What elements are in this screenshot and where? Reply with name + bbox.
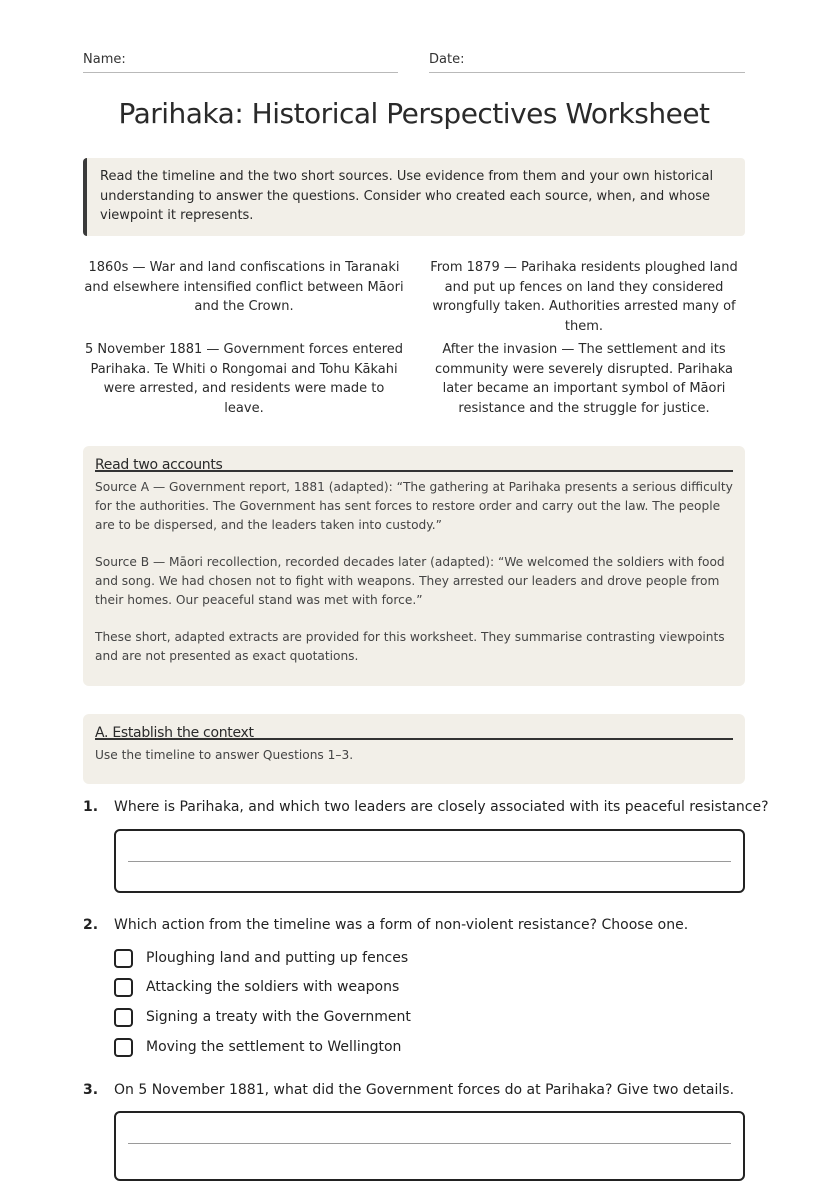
option-label: Attacking the soldiers with weapons: [146, 979, 400, 995]
date-field[interactable]: [429, 52, 745, 73]
option-label: Moving the settlement to Wellington: [146, 1039, 402, 1055]
source-a: Source A — Government report, 1881 (adapted): “The gathering at Parihaka presents a serious difficulty for the authorities. The Government has sent forces to restore order and carry out the law. The people are to be dispersed, and the leaders taken into custody.”: [95, 480, 733, 532]
source-b: Source B — Māori recollection, recorded decades later (adapted): “We welcomed the soldiers with food and song. We had chosen not to fight with weapons. They arrested our leaders and drove people from their homes. Our peaceful stand was met with force.”: [95, 555, 725, 607]
accounts-heading: Read two accounts: [95, 446, 733, 472]
timeline-item: After the invasion — The settlement and its community were severely disrupted. Parihaka later became an important symbol of Māori resistance and the struggle for justice.: [435, 342, 733, 416]
timeline-item: 1860s — War and land confiscations in Taranaki and elsewhere intensified conflict between Māori and the Crown.: [84, 260, 404, 314]
option-label: Signing a treaty with the Government: [146, 1009, 411, 1025]
instructions-box: [83, 158, 745, 236]
question-number: 2.: [83, 917, 99, 933]
answer-line: [128, 861, 731, 862]
accounts-note: These short, adapted extracts are provided for this worksheet. They summarise contrasting viewpoints and are not presented as exact quotations.: [95, 630, 725, 663]
section-a-heading: A. Establish the context: [95, 714, 733, 740]
section-a-instruction: Use the timeline to answer Questions 1–3.: [95, 748, 354, 762]
question-number: 3.: [83, 1082, 99, 1098]
answer-box-1[interactable]: [114, 829, 745, 893]
question-text: Which action from the timeline was a form of non-violent resistance? Choose one.: [114, 917, 689, 933]
checkbox[interactable]: [114, 978, 133, 997]
checkbox[interactable]: [114, 1008, 133, 1027]
name-field[interactable]: [83, 52, 398, 73]
instructions-text: Read the timeline and the two short sources. Use evidence from them and your own historical understanding to answer the questions. Consider who created each source, when, and whose viewpoint it represents.: [100, 169, 714, 223]
worksheet-title: Parihaka: Historical Perspectives Worksheet: [118, 97, 710, 130]
checkbox[interactable]: [114, 1038, 133, 1057]
section-a-panel: [83, 714, 745, 784]
name-label: Name:: [83, 52, 126, 67]
accounts-panel: [83, 446, 745, 686]
answer-line: [128, 1143, 731, 1144]
name-date-row: [83, 52, 745, 74]
date-label: Date:: [429, 52, 465, 67]
question-text: Where is Parihaka, and which two leaders are closely associated with its peaceful resistance?: [114, 799, 769, 815]
checkbox[interactable]: [114, 949, 133, 968]
question-number: 1.: [83, 799, 99, 815]
timeline-item: 5 November 1881 — Government forces entered Parihaka. Te Whiti o Rongomai and Tohu Kākahi were arrested, and residents were made to leave.: [85, 342, 403, 416]
option-label: Ploughing land and putting up fences: [146, 950, 409, 966]
timeline-item: From 1879 — Parihaka residents ploughed land and put up fences on land they considered wrongfully taken. Authorities arrested many of them.: [430, 260, 738, 334]
question-text: On 5 November 1881, what did the Government forces do at Parihaka? Give two details.: [114, 1082, 735, 1098]
